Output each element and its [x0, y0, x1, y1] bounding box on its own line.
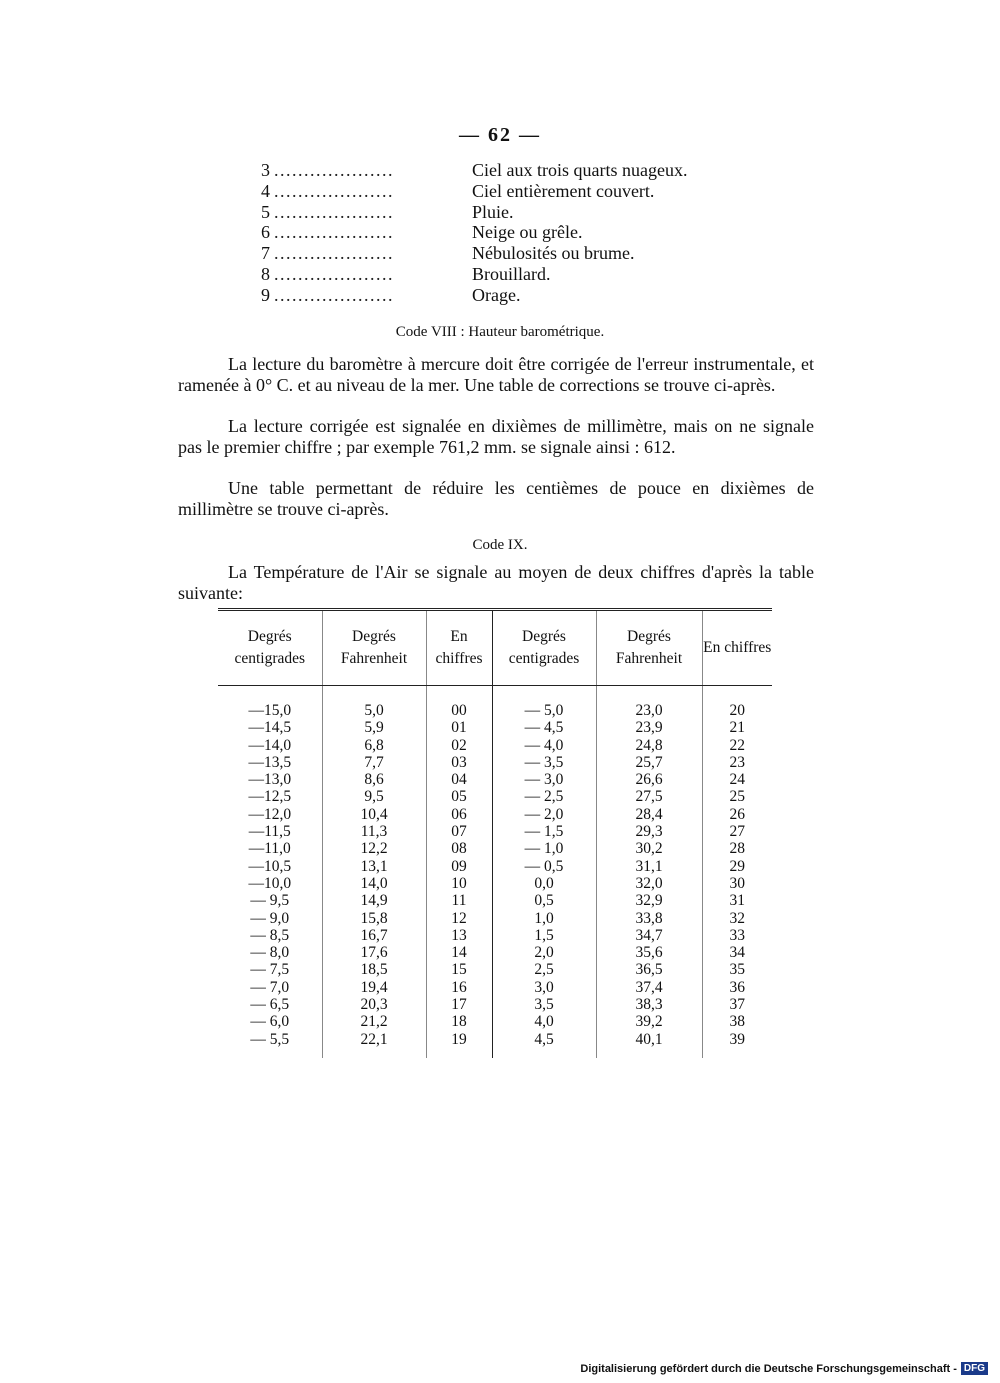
- table-row: [218, 961, 772, 978]
- table-cell: 35: [702, 961, 772, 978]
- table-cell: 19: [426, 1031, 492, 1058]
- dfg-logo: DFG: [961, 1362, 988, 1375]
- table-cell: 14: [426, 944, 492, 961]
- table-cell: 38: [702, 1013, 772, 1030]
- code-label: Pluie.: [472, 201, 514, 222]
- table-cell: 8,6: [322, 771, 426, 788]
- table-cell: — 8,0: [250, 944, 290, 962]
- table-row: [218, 875, 772, 892]
- table-cell: 11,3: [322, 823, 426, 840]
- code-number: 4: [261, 180, 270, 201]
- table-cell: — 3,0: [492, 771, 596, 788]
- table-cell: 36: [702, 979, 772, 996]
- column-header-centigrades: Degrés centigrades: [492, 610, 596, 686]
- table-cell: 23: [702, 754, 772, 771]
- table-cell: 40,1: [596, 1031, 702, 1058]
- table-row: [218, 1031, 772, 1058]
- table-row: [218, 1013, 772, 1030]
- table-row: [218, 686, 772, 720]
- table-cell: 1,5: [492, 927, 596, 944]
- table-body: [218, 686, 772, 1058]
- code-number: 9: [261, 284, 270, 305]
- table-cell: 1,0: [492, 910, 596, 927]
- table-cell: 29,3: [596, 823, 702, 840]
- table-cell: 17: [426, 996, 492, 1013]
- table-cell: 08: [426, 840, 492, 857]
- leader-dots: ....................: [274, 243, 394, 264]
- table-cell: 7,7: [322, 754, 426, 771]
- table-cell: 24,8: [596, 737, 702, 754]
- code-label: Ciel entièrement couvert.: [472, 180, 655, 201]
- table-cell: 36,5: [596, 961, 702, 978]
- table-cell: — 8,5: [250, 926, 290, 944]
- table-cell: 16,7: [322, 927, 426, 944]
- leader-dots: ....................: [274, 284, 394, 305]
- table-cell: 29: [702, 858, 772, 875]
- table-cell: 22: [702, 737, 772, 754]
- table-row: [218, 788, 772, 805]
- code-viii-paragraph-2: La lecture corrigée est signalée en dixièmes de millimètre, mais on ne signale pas le premier chiffre ; par exemple 761,2 mm. se signale ainsi : 612.: [178, 416, 814, 457]
- table-cell: 6,8: [322, 737, 426, 754]
- table-cell: 2,5: [492, 961, 596, 978]
- table-cell: 15: [426, 961, 492, 978]
- code-label: Brouillard.: [472, 263, 551, 284]
- table-cell: 32,0: [596, 875, 702, 892]
- list-item: [258, 202, 818, 223]
- table-cell: 0,5: [492, 892, 596, 909]
- table-cell: 30,2: [596, 840, 702, 857]
- table-cell: 07: [426, 823, 492, 840]
- table-cell: 05: [426, 788, 492, 805]
- leader-dots: ....................: [274, 180, 394, 201]
- code-ix-paragraph: La Température de l'Air se signale au moyen de deux chiffres d'après la table suivante:: [178, 562, 814, 603]
- leader-dots: ....................: [274, 263, 394, 284]
- code-ix-heading: Code IX.: [472, 537, 528, 553]
- table-cell: —11,5: [248, 823, 291, 841]
- leader-dots: ....................: [274, 160, 394, 180]
- code-number: 7: [261, 243, 270, 264]
- table-cell: 31,1: [596, 858, 702, 875]
- table-cell: 32: [702, 910, 772, 927]
- page-number: — 62 —: [459, 124, 541, 146]
- table-cell: 9,5: [322, 788, 426, 805]
- table-cell: 09: [426, 858, 492, 875]
- table-cell: 19,4: [322, 979, 426, 996]
- table-cell: — 0,5: [492, 858, 596, 875]
- table-cell: 15,8: [322, 910, 426, 927]
- temperature-table: [218, 608, 772, 1058]
- table-header-row: [218, 610, 772, 686]
- table-cell: 25,7: [596, 754, 702, 771]
- table-cell: — 6,0: [250, 1013, 290, 1031]
- table-row: [218, 754, 772, 771]
- code-list: [258, 160, 818, 306]
- table-cell: 20: [702, 686, 772, 720]
- list-item: [258, 160, 818, 181]
- table-cell: 02: [426, 737, 492, 754]
- table-cell: 23,9: [596, 719, 702, 736]
- table-row: [218, 806, 772, 823]
- code-label: Nébulosités ou brume.: [472, 243, 635, 264]
- table-cell: 27,5: [596, 788, 702, 805]
- table-cell: — 5,5: [250, 1030, 290, 1048]
- table-cell: 18: [426, 1013, 492, 1030]
- table-cell: 16: [426, 979, 492, 996]
- table-cell: 24: [702, 771, 772, 788]
- table-cell: 18,5: [322, 961, 426, 978]
- table-cell: 10: [426, 875, 492, 892]
- column-header-centigrades: Degrés centigrades: [218, 610, 322, 686]
- table-cell: 23,0: [596, 686, 702, 720]
- table-cell: 28: [702, 840, 772, 857]
- table-cell: 00: [426, 686, 492, 720]
- table-cell: 35,6: [596, 944, 702, 961]
- table-cell: 0,0: [492, 875, 596, 892]
- table-cell: 13: [426, 927, 492, 944]
- table-cell: — 2,5: [492, 788, 596, 805]
- table-cell: — 6,5: [250, 996, 290, 1014]
- list-item: [258, 222, 818, 243]
- code-viii-paragraph-1: La lecture du baromètre à mercure doit être corrigée de l'erreur instrumentale, et ramenée à 0° C. et au niveau de la mer. Une table de corrections se trouve ci-après.: [178, 354, 814, 395]
- table-row: [218, 719, 772, 736]
- table-cell: 2,0: [492, 944, 596, 961]
- table-cell: —12,0: [248, 805, 292, 823]
- code-number: 8: [261, 263, 270, 284]
- table-cell: — 9,5: [250, 892, 290, 910]
- table-cell: 12: [426, 910, 492, 927]
- table-cell: 4,5: [492, 1031, 596, 1058]
- table-cell: —15,0: [248, 702, 292, 719]
- table-cell: 26: [702, 806, 772, 823]
- table-cell: 21: [702, 719, 772, 736]
- table-cell: 37: [702, 996, 772, 1013]
- list-item: [258, 285, 818, 306]
- table-cell: 03: [426, 754, 492, 771]
- table-cell: 06: [426, 806, 492, 823]
- table-cell: 37,4: [596, 979, 702, 996]
- table-cell: 28,4: [596, 806, 702, 823]
- list-item: [258, 181, 818, 202]
- table-cell: — 1,0: [492, 840, 596, 857]
- table-cell: —10,0: [248, 874, 292, 892]
- table-cell: 20,3: [322, 996, 426, 1013]
- table-cell: 14,0: [322, 875, 426, 892]
- table-cell: 33: [702, 927, 772, 944]
- leader-dots: ....................: [274, 201, 394, 222]
- table-cell: 13,1: [322, 858, 426, 875]
- table-cell: 34,7: [596, 927, 702, 944]
- table-cell: 5,0: [322, 686, 426, 720]
- table-cell: 39,2: [596, 1013, 702, 1030]
- table-cell: 31: [702, 892, 772, 909]
- table-cell: —12,5: [248, 788, 292, 806]
- leader-dots: ....................: [274, 222, 394, 243]
- table-cell: —14,0: [248, 736, 292, 754]
- table-row: [218, 892, 772, 909]
- table-cell: 33,8: [596, 910, 702, 927]
- table-cell: 11: [426, 892, 492, 909]
- table-row: [218, 858, 772, 875]
- table-cell: —10,5: [248, 857, 292, 875]
- table-cell: 01: [426, 719, 492, 736]
- table-cell: 10,4: [322, 806, 426, 823]
- table-cell: 4,0: [492, 1013, 596, 1030]
- table-row: [218, 979, 772, 996]
- table-row: [218, 737, 772, 754]
- code-label: Neige ou grêle.: [472, 222, 583, 243]
- table-row: [218, 823, 772, 840]
- table-cell: — 4,0: [492, 737, 596, 754]
- column-header-chiffres: En chiffres: [702, 610, 772, 686]
- code-label: Ciel aux trois quarts nuageux.: [472, 160, 688, 180]
- table-cell: 39: [702, 1031, 772, 1058]
- list-item: [258, 264, 818, 285]
- table-cell: 21,2: [322, 1013, 426, 1030]
- table-cell: 14,9: [322, 892, 426, 909]
- table-cell: 22,1: [322, 1031, 426, 1058]
- list-item: [258, 243, 818, 264]
- table-cell: 27: [702, 823, 772, 840]
- column-header-fahrenheit: Degrés Fahrenheit: [596, 610, 702, 686]
- table-cell: 25: [702, 788, 772, 805]
- footer-credit: Digitalisierung gefördert durch die Deutsche Forschungsgemeinschaft -: [580, 1362, 957, 1375]
- column-header-chiffres: En chiffres: [426, 610, 492, 686]
- table-cell: —13,0: [248, 771, 292, 789]
- table-cell: 3,0: [492, 979, 596, 996]
- table-cell: 12,2: [322, 840, 426, 857]
- table-cell: 17,6: [322, 944, 426, 961]
- code-viii-paragraph-3: Une table permettant de réduire les centièmes de pouce en dixièmes de millimètre se trouve ci-après.: [178, 478, 814, 519]
- table-row: [218, 944, 772, 961]
- table-cell: —13,5: [248, 753, 292, 771]
- code-viii-heading: Code VIII : Hauteur barométrique.: [395, 324, 605, 340]
- table-cell: — 9,0: [250, 909, 290, 927]
- footer: [580, 1362, 988, 1375]
- table-cell: — 1,5: [492, 823, 596, 840]
- table-cell: — 7,0: [250, 978, 290, 996]
- table-cell: — 2,0: [492, 806, 596, 823]
- table-cell: —11,0: [248, 840, 291, 858]
- table-cell: 32,9: [596, 892, 702, 909]
- table-cell: 30: [702, 875, 772, 892]
- table-cell: 26,6: [596, 771, 702, 788]
- table-row: [218, 996, 772, 1013]
- column-header-fahrenheit: Degrés Fahrenheit: [322, 610, 426, 686]
- table-cell: — 5,0: [492, 686, 596, 720]
- table-row: [218, 771, 772, 788]
- table-cell: 34: [702, 944, 772, 961]
- table-cell: 04: [426, 771, 492, 788]
- code-number: 3: [261, 160, 270, 180]
- table-cell: — 7,5: [250, 961, 290, 979]
- table-cell: 5,9: [322, 719, 426, 736]
- table-cell: — 4,5: [492, 719, 596, 736]
- code-number: 6: [261, 222, 270, 243]
- table-cell: — 3,5: [492, 754, 596, 771]
- table-cell: 38,3: [596, 996, 702, 1013]
- table-cell: 3,5: [492, 996, 596, 1013]
- table-cell: —14,5: [248, 719, 292, 737]
- code-number: 5: [261, 201, 270, 222]
- code-label: Orage.: [472, 284, 521, 305]
- table-row: [218, 927, 772, 944]
- table-row: [218, 910, 772, 927]
- table-row: [218, 840, 772, 857]
